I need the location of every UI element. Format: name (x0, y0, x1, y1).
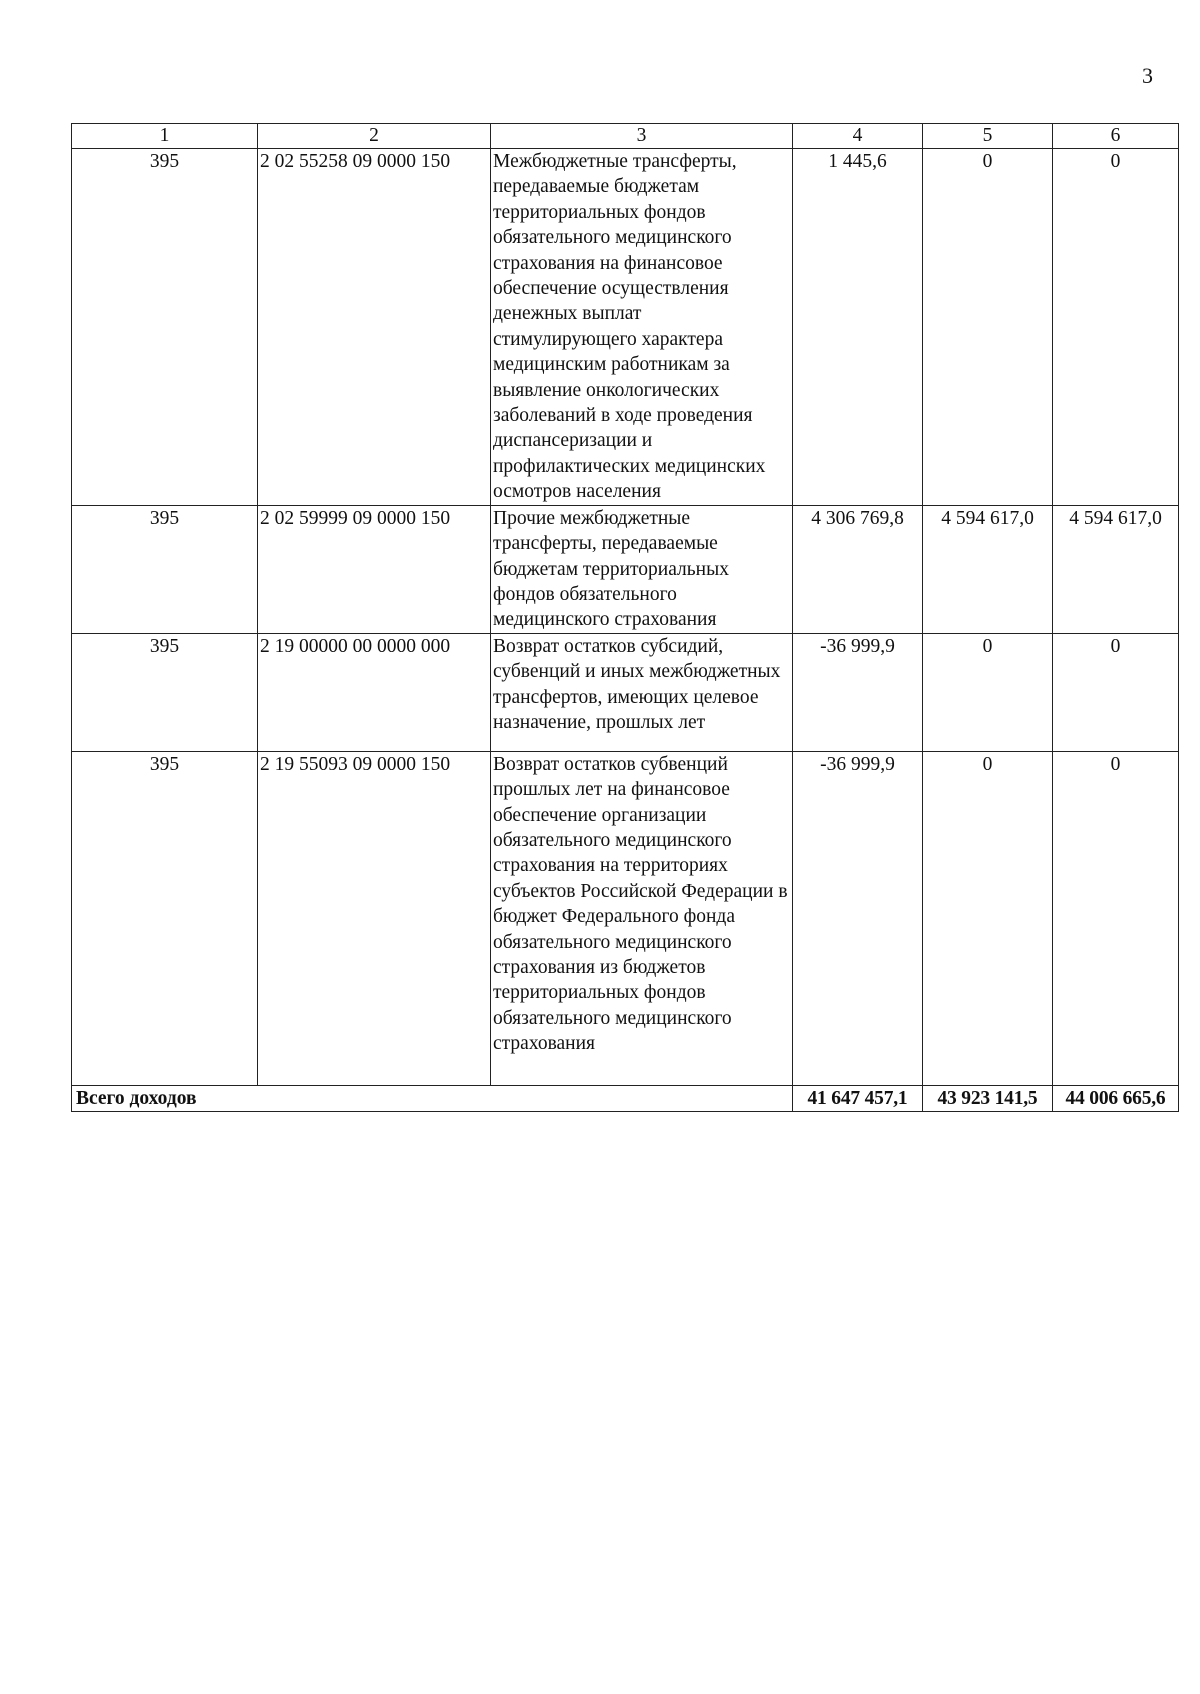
total-value-year-3: 44 006 665,6 (1053, 1085, 1179, 1111)
value-cell-year-2: 4 594 617,0 (923, 505, 1053, 633)
revenue-name-cell: Прочие межбюджетные трансферты, передаваемые бюджетам территориальных фондов обязательного медицинского страхования (491, 505, 793, 633)
column-header-2: 2 (258, 124, 491, 149)
column-header-5: 5 (923, 124, 1053, 149)
admin-code-cell: 395 (72, 751, 258, 1085)
table-row (72, 633, 1179, 751)
budget-code-cell: 2 19 00000 00 0000 000 (258, 633, 491, 751)
value-cell-year-3: 0 (1053, 149, 1179, 506)
value-cell-year-2: 0 (923, 633, 1053, 751)
total-value-year-1: 41 647 457,1 (793, 1085, 923, 1111)
revenue-table (71, 123, 1179, 1112)
budget-code-cell: 2 02 55258 09 0000 150 (258, 149, 491, 506)
admin-code-cell: 395 (72, 149, 258, 506)
budget-code-cell: 2 02 59999 09 0000 150 (258, 505, 491, 633)
revenue-name-cell: Межбюджетные трансферты, передаваемые бюджетам территориальных фондов обязательного медицинского страхования на финансовое обеспечение осуществления денежных выплат стимулирующего характера медицинским работникам за выявление онкологических заболеваний в ходе проведения диспансеризации и профилактических медицинских осмотров населения (491, 149, 793, 506)
column-header-6: 6 (1053, 124, 1179, 149)
total-value-year-2: 43 923 141,5 (923, 1085, 1053, 1111)
total-label: Всего доходов (72, 1085, 793, 1111)
revenue-name-cell: Возврат остатков субвенций прошлых лет на финансовое обеспечение организации обязательного медицинского страхования на территориях субъектов Российской Федерации в бюджет Федерального фонда обязательного медицинского страхования из бюджетов территориальных фондов обязательного медицинского страхования (491, 751, 793, 1085)
value-cell-year-2: 0 (923, 751, 1053, 1085)
value-cell-year-3: 0 (1053, 751, 1179, 1085)
value-cell-year-3: 0 (1053, 633, 1179, 751)
table-row (72, 751, 1179, 1085)
total-row (72, 1085, 1179, 1111)
value-cell-year-2: 0 (923, 149, 1053, 506)
column-header-4: 4 (793, 124, 923, 149)
column-number-header-row (72, 124, 1179, 149)
table-row (72, 505, 1179, 633)
value-cell-year-1: -36 999,9 (793, 633, 923, 751)
revenue-name-cell: Возврат остатков субсидий, субвенций и иных межбюджетных трансфертов, имеющих целевое назначение, прошлых лет (491, 633, 793, 751)
page-number: 3 (1142, 63, 1153, 88)
admin-code-cell: 395 (72, 505, 258, 633)
value-cell-year-1: 1 445,6 (793, 149, 923, 506)
column-header-1: 1 (72, 124, 258, 149)
value-cell-year-3: 4 594 617,0 (1053, 505, 1179, 633)
budget-code-cell: 2 19 55093 09 0000 150 (258, 751, 491, 1085)
column-header-3: 3 (491, 124, 793, 149)
admin-code-cell: 395 (72, 633, 258, 751)
table-row (72, 149, 1179, 506)
value-cell-year-1: 4 306 769,8 (793, 505, 923, 633)
value-cell-year-1: -36 999,9 (793, 751, 923, 1085)
